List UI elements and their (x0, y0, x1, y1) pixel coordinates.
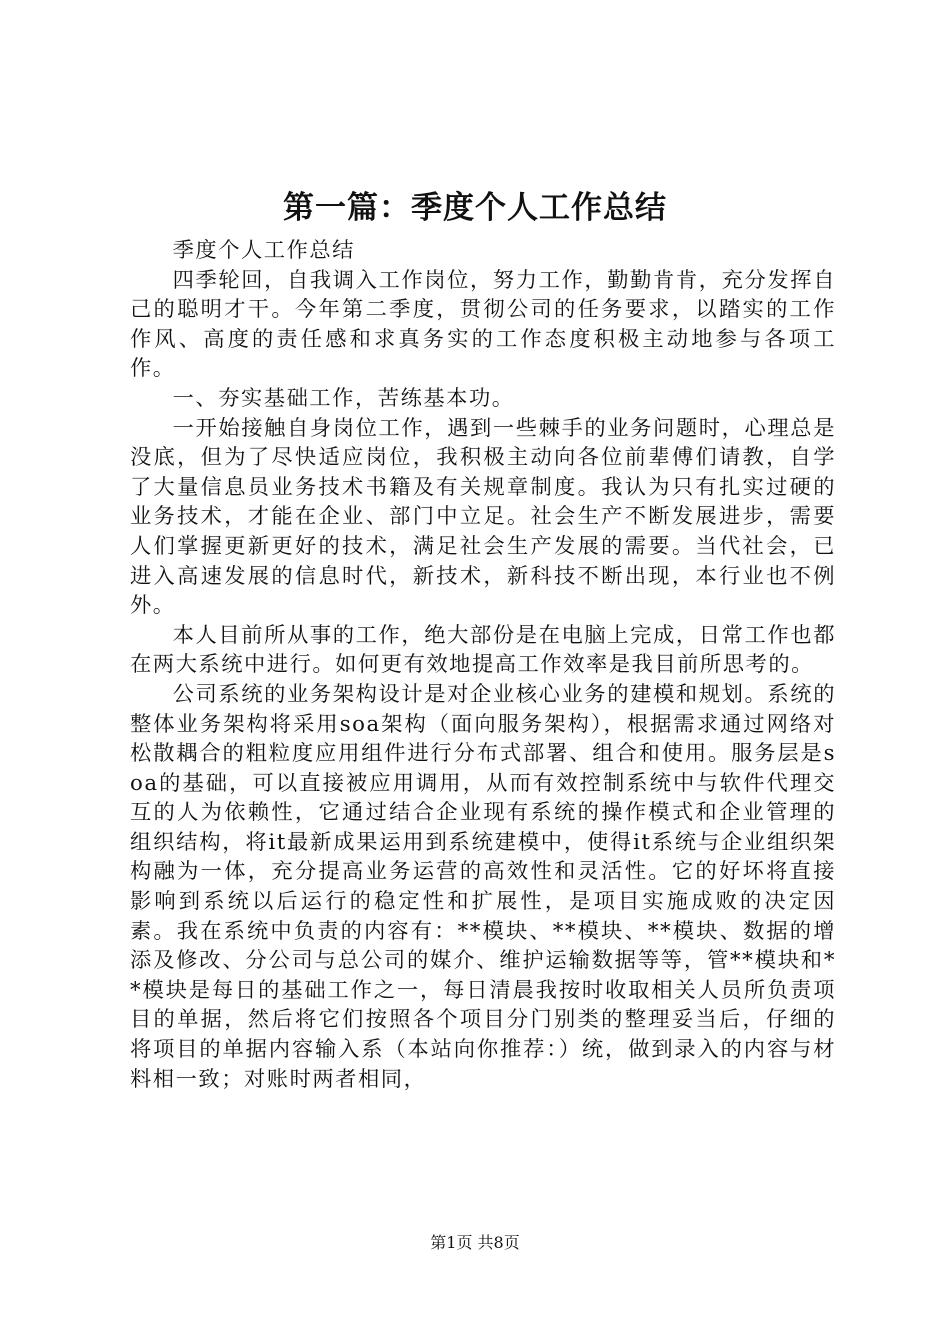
page-footer: 第1页 共8页 (430, 1233, 520, 1252)
subtitle-paragraph: 季度个人工作总结 (172, 238, 355, 263)
body-paragraph: 公司系统的业务架构设计是对企业核心业务的建模和规划。系统的整体业务架构将采用soa架构（面向服务架构），根据需求通过网络对松散耦合的粗粒度应用组件进行分布式部署、组合和使用。服务层是soa的基础，可以直接被应用调用，从而有效控制系统中与软件代理交互的人为依赖性，它通过结合企业现有系统的操作模式和企业管理的组织结构，将it最新成果运用到系统建模中，使得it系统与企业组织架构融为一体，充分提高业务运营的高效性和灵活性。它的好坏将直接影响到系统以后运行的稳定性和扩展性，是项目实施成败的决定因素。我在系统中负责的内容有：**模块、**模块、**模块、数据的增添及修改、分公司与总公司的媒介、维护运输数据等等，管**模块和**模块是每日的基础工作之一，每日清晨我按时收取相关人员所负责项目的单据，然后将它们按照各个项目分门别类的整理妥当后，仔细的将项目的单据内容输入系（本站向你推荐：）统，做到录入的内容与材料相一致；对账时两者相同， (130, 681, 836, 1092)
document-body (130, 236, 836, 1094)
body-paragraph: 一开始接触自身岗位工作，遇到一些棘手的业务问题时，心理总是没底，但为了尽快适应岗位，我积极主动向各位前辈傅们请教，自学了大量信息员业务技术书籍及有关规章制度。我认为只有扎实过硬的业务技术，才能在企业、部门中立足。社会生产不断发展进步，需要人们掌握更新更好的技术，满足社会生产发展的需要。当代社会，已进入高速发展的信息时代，新技术，新科技不断出现，本行业也不例外。 (130, 415, 836, 619)
section-heading: 一、夯实基础工作，苦练基本功。 (172, 385, 515, 411)
intro-paragraph: 四季轮回，自我调入工作岗位，努力工作，勤勤肯肯，充分发挥自己的聪明才干。今年第二季度，贯彻公司的任务要求，以踏实的工作作风、高度的责任感和求真务实的工作态度积极主动地参与各项工作。 (130, 267, 836, 382)
body-paragraph: 本人目前所从事的工作，绝大部份是在电脑上完成，日常工作也都在两大系统中进行。如何更有效地提高工作效率是我目前所思考的。 (130, 622, 836, 678)
page-title: 第一篇：季度个人工作总结 (283, 190, 667, 226)
